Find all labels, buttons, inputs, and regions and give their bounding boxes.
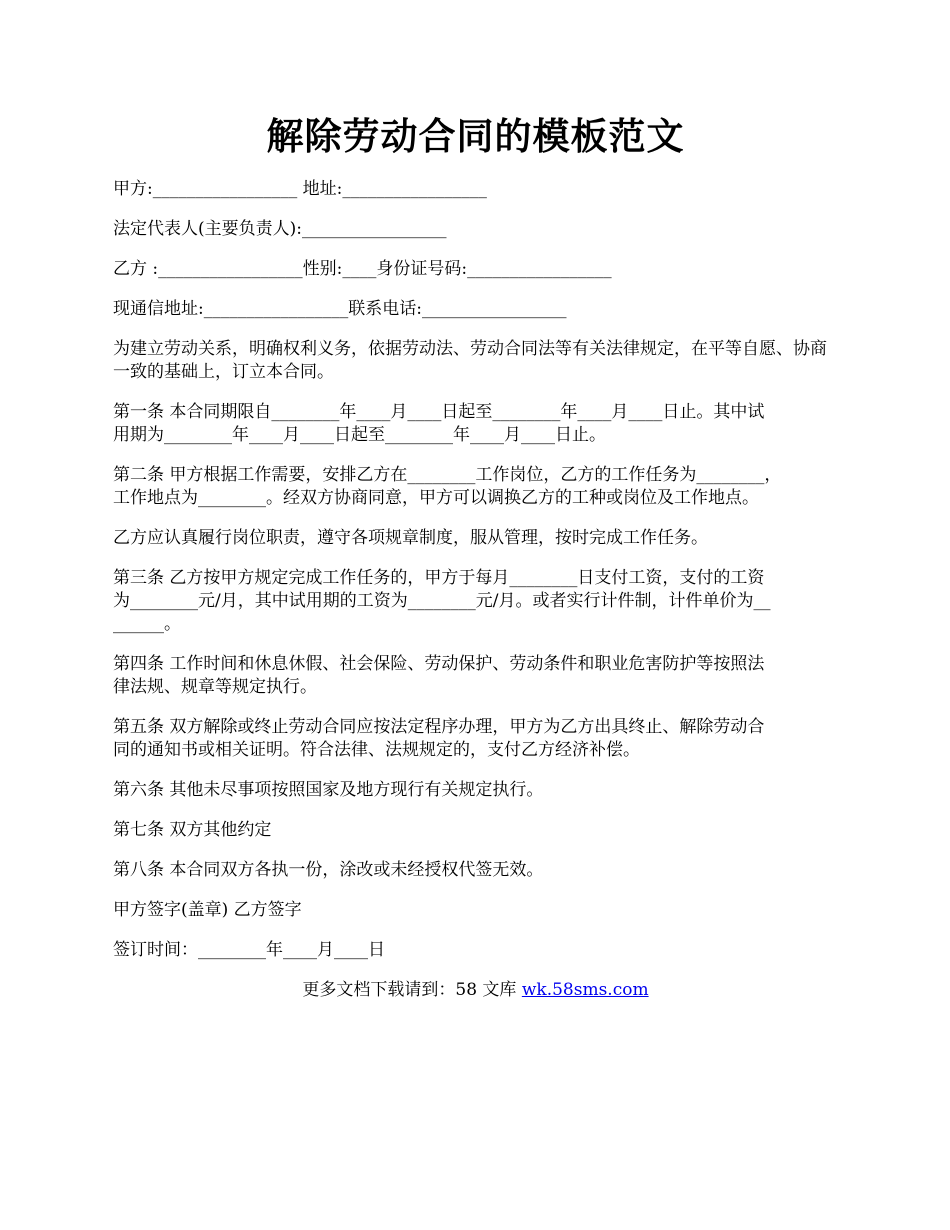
article-6: 第六条 其他未尽事项按照国家及地方现行有关规定执行。 [113, 780, 544, 800]
article-5: 第五条 双方解除或终止劳动合同应按法定程序办理，甲方为乙方出具终止、解除劳动合 同的通知书或相关证明。符合法律、法规规定的，支付乙方经济补偿。 [113, 717, 765, 760]
article-4: 第四条 工作时间和休息休假、社会保险、劳动保护、劳动条件和职业危害防护等按照法 律法规、规章等规定执行。 [113, 654, 765, 697]
article-7: 第七条 双方其他约定 [113, 820, 272, 840]
signature-line: 甲方签字(盖章) 乙方签字 [113, 900, 302, 920]
preamble-paragraph: 为建立劳动关系，明确权利义务，依据劳动法、劳动合同法等有关法律规定，在平等自愿、协商一致的基础上，订立本合同。 [113, 339, 827, 382]
address-phone-line: 现通信地址:_________________联系电话:_________________ [113, 299, 567, 319]
article-2: 第二条 甲方根据工作需要，安排乙方在________工作岗位，乙方的工作任务为________， 工作地点为________。经双方协商同意，甲方可以调换乙方的工种或岗位及工作地点。 [113, 465, 782, 508]
footer-text: 更多文档下载请到：58 文库 [302, 980, 522, 1000]
legal-representative-line: 法定代表人(主要负责人):_________________ [113, 219, 447, 239]
party-b-line: 乙方 :_________________性别:____身份证号码:_________________ [113, 259, 612, 279]
article-1: 第一条 本合同期限自________年____月____日起至________年____月____日止。其中试 用期为________年____月____日起至________年____月____日止。 [113, 402, 765, 445]
document-page [113, 108, 838, 1002]
footer-link[interactable]: wk.58sms.com [521, 980, 649, 1000]
download-footer [113, 979, 838, 1002]
article-8: 第八条 本合同双方各执一份，涂改或未经授权代签无效。 [113, 860, 544, 880]
document-title: 解除劳动合同的模板范文 [266, 114, 685, 158]
party-a-line: 甲方:_________________ 地址:_________________ [113, 179, 487, 199]
duties-paragraph: 乙方应认真履行岗位职责，遵守各项规章制度，服从管理，按时完成工作任务。 [113, 528, 708, 548]
signing-date-line: 签订时间：________年____月____日 [113, 940, 385, 960]
article-3: 第三条 乙方按甲方规定完成工作任务的，甲方于每月________日支付工资，支付的工资 为________元/月，其中试用期的工资为________元/月。或者实行计件制，计件单价为__ ______。 [113, 568, 771, 634]
